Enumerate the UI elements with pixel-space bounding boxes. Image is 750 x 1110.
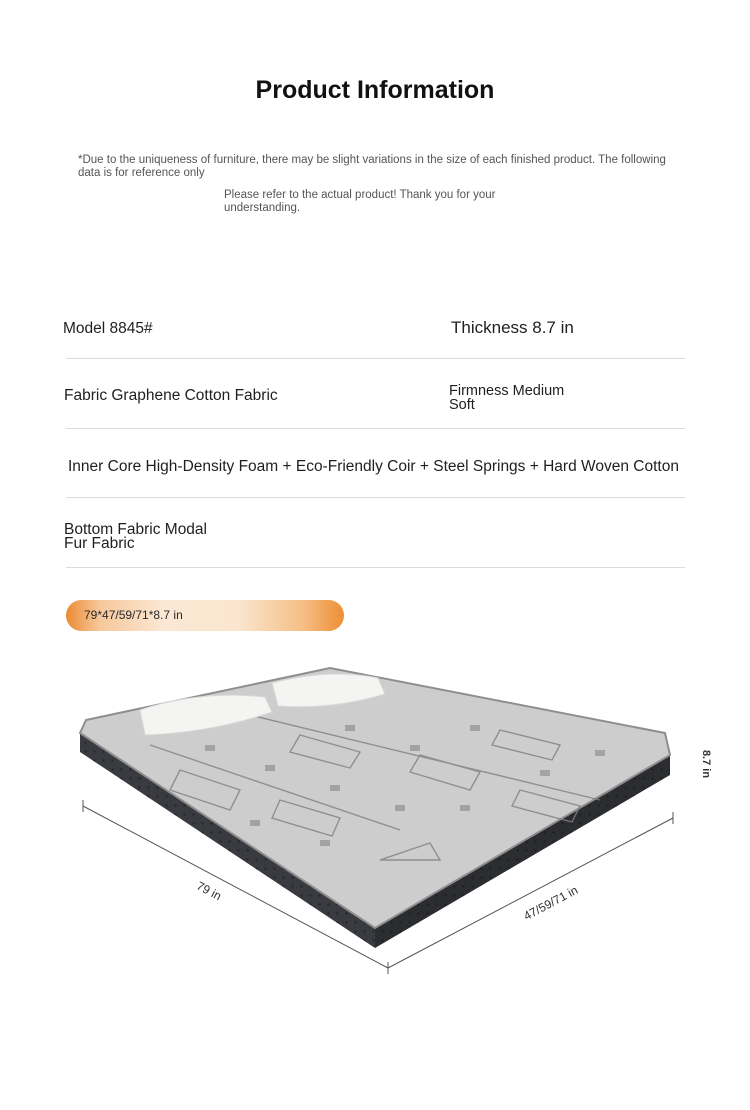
dimension-width-label: 47/59/71 in — [521, 882, 581, 924]
spec-bottom-fabric — [64, 523, 207, 551]
disclaimer-note: *Due to the uniqueness of furniture, there may be slight variations in the size of each finished product. The following data is for reference only — [78, 154, 666, 179]
dimension-length-label: 79 in — [194, 878, 224, 904]
spec-firmness-line1: Firmness Medium — [449, 383, 565, 399]
size-banner — [66, 600, 344, 631]
size-banner-label: 79*47/59/71*8.7 in — [84, 608, 183, 622]
page-title: Product Information — [255, 76, 495, 104]
spec-bottom-fabric-line1: Bottom Fabric Modal — [64, 521, 207, 538]
mattress-illustration — [0, 640, 750, 980]
disclaimer-thanks: Please refer to the actual product! Thank you for your understanding. — [224, 189, 496, 214]
divider — [66, 497, 685, 498]
spec-firmness — [449, 384, 564, 412]
spec-firmness-line2: Soft — [449, 397, 475, 413]
spec-inner-core: Inner Core High-Density Foam + Eco-Friendly Coir + Steel Springs + Hard Woven Cotton — [68, 458, 679, 475]
divider — [66, 567, 685, 568]
divider — [66, 358, 685, 359]
divider — [66, 428, 685, 429]
spec-bottom-fabric-line2: Fur Fabric — [64, 535, 135, 552]
spec-model: Model 8845# — [63, 320, 153, 337]
dimension-height-label: 8.7 in — [700, 749, 713, 779]
spec-fabric: Fabric Graphene Cotton Fabric — [64, 387, 278, 404]
spec-thickness: Thickness 8.7 in — [451, 318, 574, 337]
